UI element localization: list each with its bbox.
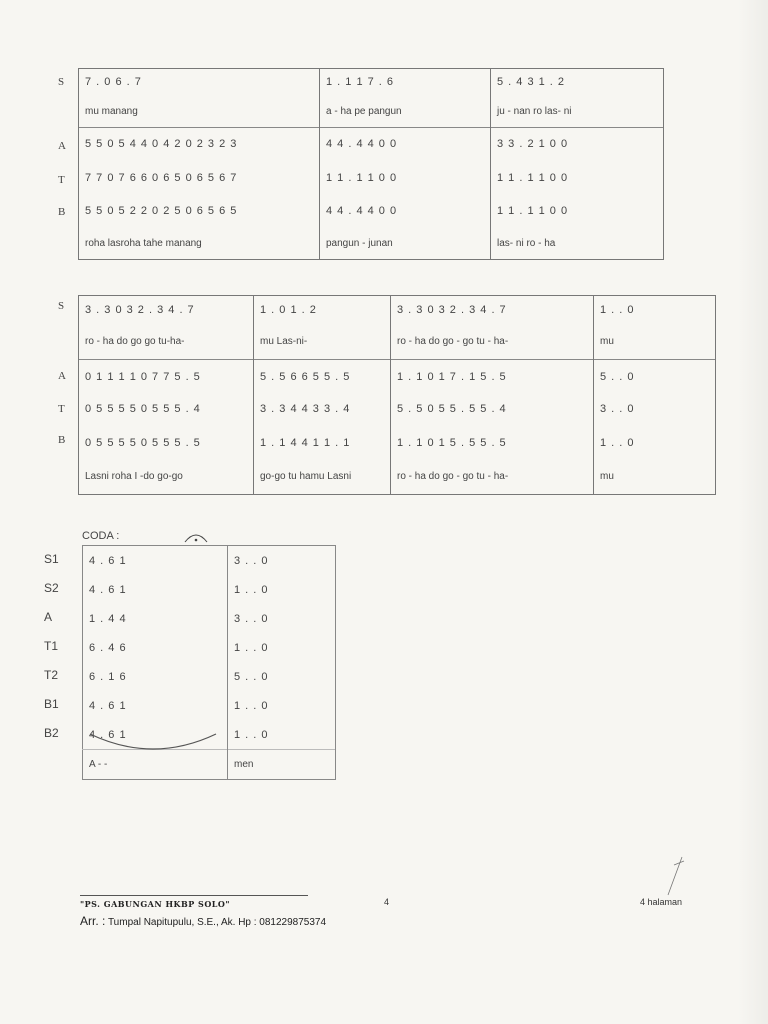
t-measure: 1 1 . 1 1 0 0 <box>491 161 664 195</box>
a-measure: 3 3 . 2 1 0 0 <box>491 127 664 161</box>
s-measure: 3 . 3 0 3 2 . 3 4 . 7 <box>391 296 594 325</box>
s-measure: 5 . 4 3 1 . 2 <box>491 69 664 96</box>
t-measure: 5 . 5 0 5 5 . 5 5 . 4 <box>391 393 594 426</box>
b-lyric: las- ni ro - ha <box>491 228 664 260</box>
footer-arranger <box>80 914 326 928</box>
s-measure: 3 . 3 0 3 2 . 3 4 . 7 <box>79 296 254 325</box>
coda-measure-2: 3 . . 0 <box>228 604 336 633</box>
coda-voice-label: B2 <box>44 726 59 740</box>
b-lyric: Lasni roha I -do go-go <box>79 459 254 494</box>
a-measure: 5 . 5 6 6 5 5 . 5 <box>254 360 391 393</box>
b-lyric: go-go tu hamu Lasni <box>254 459 391 494</box>
coda-measure-2: 5 . . 0 <box>228 662 336 691</box>
b-measure: 1 . 1 4 4 1 1 . 1 <box>254 426 391 459</box>
s-measure: 1 . . 0 <box>594 296 716 325</box>
b-lyric: ro - ha do go - go tu - ha- <box>391 459 594 494</box>
coda-lyric-2: men <box>228 750 336 780</box>
coda-measure-2: 1 . . 0 <box>228 575 336 604</box>
music-system-2 <box>78 295 716 495</box>
b-measure: 1 . 1 0 1 5 . 5 5 . 5 <box>391 426 594 459</box>
b-measure: 1 1 . 1 1 0 0 <box>491 194 664 228</box>
voice-label-s: S <box>58 76 65 88</box>
footer-title: "PS. GABUNGAN HKBP SOLO" <box>80 899 231 909</box>
b-lyric: mu <box>594 459 716 494</box>
coda-voice-labels <box>44 545 59 748</box>
footer-arr-text: Tumpal Napitupulu, S.E., Ak. Hp : 081229875374 <box>105 917 327 928</box>
pen-mark-icon <box>660 855 690 900</box>
a-measure: 0 1 1 1 1 0 7 7 5 . 5 <box>79 360 254 393</box>
s-lyric: mu <box>594 325 716 360</box>
s-lyric: ro - ha do go go tu-ha- <box>79 325 254 360</box>
coda-measure-1: 6 . 1 6 <box>83 662 228 691</box>
b-lyric: roha lasroha tahe manang <box>79 228 320 260</box>
a-measure: 5 . . 0 <box>594 360 716 393</box>
t-measure: 1 1 . 1 1 0 0 <box>320 161 491 195</box>
page-count: 4 halaman <box>640 897 683 907</box>
coda-voice-label: T2 <box>44 668 59 682</box>
coda-lyric-1: A - - <box>83 750 228 780</box>
s-lyric: ro - ha do go - go tu - ha- <box>391 325 594 360</box>
t-measure: 7 7 0 7 6 6 0 6 5 0 6 5 6 7 <box>79 161 320 195</box>
slur-icon <box>88 730 223 758</box>
t-measure: 3 . 3 4 4 3 3 . 4 <box>254 393 391 426</box>
a-measure: 1 . 1 0 1 7 . 1 5 . 5 <box>391 360 594 393</box>
b-measure: 5 5 0 5 2 2 0 2 5 0 6 5 6 5 <box>79 194 320 228</box>
b-measure: 1 . . 0 <box>594 426 716 459</box>
footer-arr-prefix: Arr. : <box>80 914 106 928</box>
page-number: 4 <box>384 897 390 907</box>
coda-measure-1: 4 . 6 1 <box>83 575 228 604</box>
voice-label-t: T <box>58 403 65 415</box>
coda-voice-label: B1 <box>44 697 59 711</box>
s-measure: 1 . 1 1 7 . 6 <box>320 69 491 96</box>
coda-measure-1: 6 . 4 6 <box>83 633 228 662</box>
s-lyric: mu Las-ni- <box>254 325 391 360</box>
b-lyric: pangun - junan <box>320 228 491 260</box>
b-measure: 4 4 . 4 4 0 0 <box>320 194 491 228</box>
voice-label-b: B <box>58 434 66 446</box>
fermata-icon <box>183 528 209 544</box>
t-measure: 0 5 5 5 5 0 5 5 5 . 4 <box>79 393 254 426</box>
coda-measure-2: 1 . . 0 <box>228 691 336 720</box>
a-measure: 4 4 . 4 4 0 0 <box>320 127 491 161</box>
voice-label-a: A <box>58 370 66 382</box>
t-measure: 3 . . 0 <box>594 393 716 426</box>
music-system-1 <box>78 68 664 260</box>
s-lyric: a - ha pe pangun <box>320 96 491 127</box>
coda-measure-1: 4 . 6 1 <box>83 691 228 720</box>
footer-rule <box>80 895 308 896</box>
coda-measure-1: 1 . 4 4 <box>83 604 228 633</box>
s-lyric: ju - nan ro las- ni <box>491 96 664 127</box>
b-measure: 0 5 5 5 5 0 5 5 5 . 5 <box>79 426 254 459</box>
coda-title: CODA : <box>82 530 120 542</box>
coda-voice-label: A <box>44 610 53 624</box>
coda-voice-label: T1 <box>44 639 59 653</box>
s-measure: 7 . 0 6 . 7 <box>79 69 320 96</box>
voice-label-s: S <box>58 300 65 312</box>
voice-label-a: A <box>58 140 66 152</box>
coda-measure-2: 1 . . 0 <box>228 633 336 662</box>
a-measure: 5 5 0 5 4 4 0 4 2 0 2 3 2 3 <box>79 127 320 161</box>
page-edge-shadow <box>738 0 768 1024</box>
coda-measure-2: 3 . . 0 <box>228 546 336 576</box>
s-measure: 1 . 0 1 . 2 <box>254 296 391 325</box>
voice-label-b: B <box>58 206 66 218</box>
coda-measure-1: 4 . 6 1 <box>83 546 228 576</box>
coda-measure-1: 4 . 6 1 <box>83 720 228 750</box>
s-lyric: mu manang <box>79 96 320 127</box>
coda-voice-label: S1 <box>44 552 59 566</box>
voice-label-t: T <box>58 174 65 186</box>
coda-measure-2: 1 . . 0 <box>228 720 336 750</box>
coda-voice-label: S2 <box>44 581 59 595</box>
